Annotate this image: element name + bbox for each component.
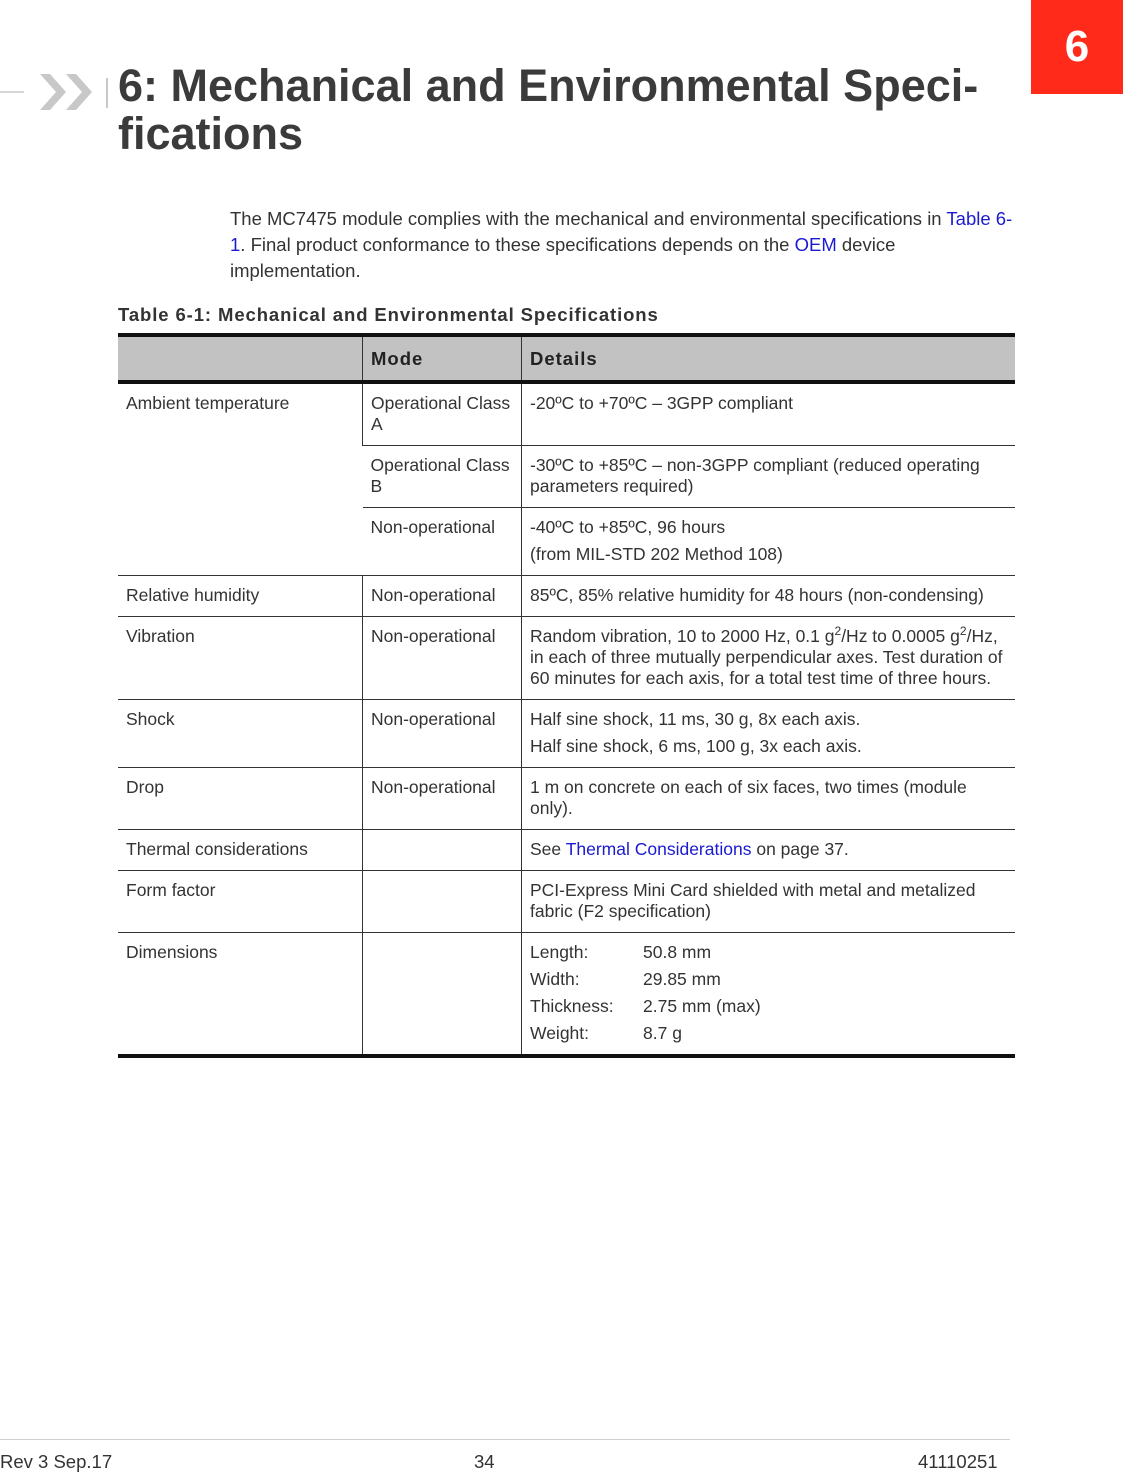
details-cell: Random vibration, 10 to 2000 Hz, 0.1 $g^2/Hz$ to 0.0005 $g^2/Hz$, in each of three mutually perpendicular axes. Test duration of 60 minutes for each axis, for a total test time of three hours.	[522, 617, 1016, 700]
table-header-row	[118, 335, 1015, 382]
header-rule	[0, 91, 24, 93]
row-label-shock: Shock	[126, 709, 175, 729]
dimension-item: Thickness: 2.75 mm (max)	[530, 996, 761, 1016]
table-row	[118, 933, 1015, 1057]
footer-page-number: 34	[474, 1451, 495, 1472]
details-cell	[522, 508, 1016, 576]
dimension-item: Length: 50.8 mm	[530, 942, 712, 962]
table-row	[118, 576, 1015, 617]
chevron-arrows-icon	[38, 68, 110, 116]
thermal-considerations-link[interactable]: Thermal Considerations	[565, 839, 752, 859]
details-line: Half sine shock, 11 ms, 30 g, 8x each axis.	[530, 709, 861, 729]
mode-cell: Non-operational	[363, 617, 522, 700]
table-row	[118, 382, 1015, 446]
table-row	[118, 830, 1015, 871]
details-line: (from MIL-STD 202 Method 108)	[530, 544, 783, 564]
mode-cell	[363, 871, 522, 933]
intro-paragraph: The MC7475 module complies with the mechanical and environmental specifications in Table 6-1. Final product conformance to these specifications depends on the OEM device implementation.	[230, 208, 1013, 281]
chapter-number-tab: 6	[1031, 0, 1123, 94]
row-label-ambient: Ambient temperature	[126, 393, 290, 413]
details-line: -40ºC to +85ºC, 96 hours	[530, 517, 726, 537]
row-label-dimensions: Dimensions	[126, 942, 218, 962]
table-caption: Table 6-1: Mechanical and Environmental Specifications	[118, 304, 659, 325]
mode-cell: Non-operational	[363, 576, 522, 617]
row-label-vibration: Vibration	[126, 626, 195, 646]
details-cell: -30ºC to +85ºC – non-3GPP compliant (reduced operating parameters required)	[522, 446, 1016, 508]
mode-cell: Non-operational	[363, 700, 522, 768]
details-cell: 85ºC, 85% relative humidity for 48 hours (non-condensing)	[522, 576, 1016, 617]
mode-cell	[363, 933, 522, 1057]
dimension-item: Weight: 8.7 g	[530, 1023, 682, 1043]
mode-cell	[363, 830, 522, 871]
mode-cell: Non-operational	[370, 517, 496, 537]
header-cell-details: Details	[522, 335, 1016, 382]
details-cell	[522, 700, 1016, 768]
details-cell: -20ºC to +70ºC – 3GPP compliant	[522, 382, 1016, 446]
row-label-form-factor: Form factor	[126, 880, 216, 900]
row-label-humidity: Relative humidity	[126, 585, 260, 605]
mode-cell: Operational Class A	[363, 382, 522, 446]
table-row	[118, 768, 1015, 830]
details-cell: See Thermal Considerations on page 37.	[522, 830, 1016, 871]
spec-table	[118, 333, 1015, 1058]
details-cell	[522, 933, 1016, 1057]
table-row	[118, 871, 1015, 933]
table-row	[118, 700, 1015, 768]
mode-cell: Operational Class B	[370, 455, 510, 496]
footer-revision: Rev 3 Sep.17	[0, 1451, 113, 1472]
header-cell-blank	[118, 335, 363, 382]
row-label-drop: Drop	[126, 777, 164, 797]
header-cell-mode: Mode	[363, 335, 522, 382]
table-row	[118, 617, 1015, 700]
details-line: Half sine shock, 6 ms, 100 g, 3x each axis.	[530, 736, 862, 756]
row-label-thermal: Thermal considerations	[126, 839, 308, 859]
details-cell: PCI-Express Mini Card shielded with metal and metalized fabric (F2 specification)	[522, 871, 1016, 933]
details-cell: 1 m on concrete on each of six faces, two times (module only).	[522, 768, 1016, 830]
page-title: 6: Mechanical and Environmental Speci-fications	[118, 60, 979, 159]
mode-cell: Non-operational	[363, 768, 522, 830]
footer-rule	[0, 1439, 1010, 1440]
dimension-item: Width: 29.85 mm	[530, 969, 721, 989]
oem-link[interactable]: OEM	[794, 234, 837, 255]
table-6-1-link[interactable]: Table 6-1	[230, 208, 1013, 255]
footer-document-number: 41110251	[918, 1451, 998, 1472]
